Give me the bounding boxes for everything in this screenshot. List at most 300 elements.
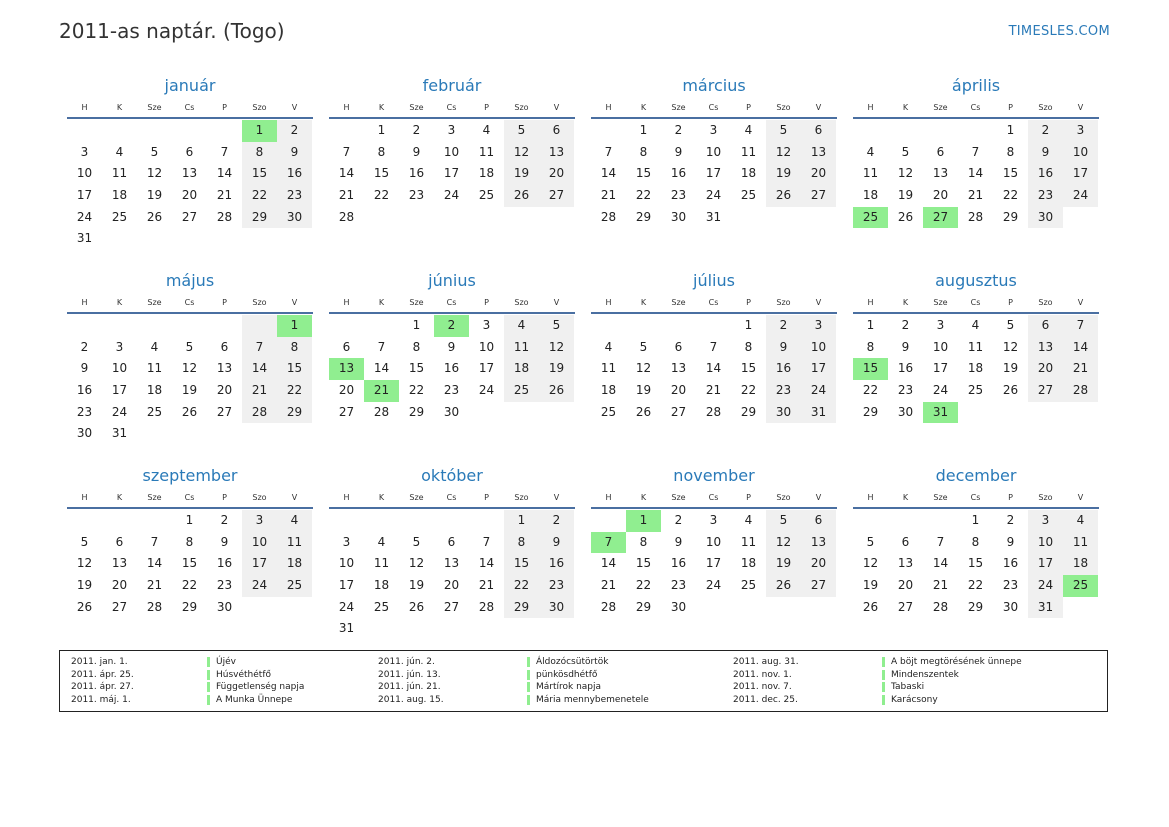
page-title: 2011-as naptár. (Togo) bbox=[59, 19, 285, 43]
day-cell: 26 bbox=[766, 185, 801, 207]
day-cell: 10 bbox=[801, 337, 836, 359]
day-cell: 18 bbox=[146, 383, 163, 398]
empty-day-cell bbox=[993, 402, 1028, 424]
weekday-label: V bbox=[1077, 493, 1084, 502]
day-cell: 28 bbox=[705, 404, 722, 419]
legend-date: 2011. nov. 7. bbox=[733, 682, 792, 692]
day-cell: 24 bbox=[443, 188, 460, 203]
empty-day-cell bbox=[137, 510, 172, 532]
legend-row bbox=[527, 694, 649, 707]
day-cell: 5 bbox=[901, 144, 910, 159]
legend-holiday-name: Függetlenség napja bbox=[207, 682, 304, 692]
legend-holiday-name: A Munka Ünnepe bbox=[207, 695, 292, 705]
weekday-label: Cs bbox=[184, 103, 195, 112]
weekday-label: Sze bbox=[933, 298, 948, 307]
day-cell: 5 bbox=[766, 120, 801, 142]
empty-day-cell bbox=[242, 423, 277, 445]
day-cell: 4 bbox=[1063, 510, 1098, 532]
day-cell: 28 bbox=[478, 599, 495, 614]
empty-day-cell bbox=[207, 120, 242, 142]
day-cell: 1 bbox=[744, 318, 753, 332]
day-cell: 21 bbox=[705, 383, 722, 398]
day-cell: 18 bbox=[277, 553, 312, 575]
day-cell: 11 bbox=[967, 339, 984, 354]
day-cell: 6 bbox=[901, 534, 910, 549]
empty-day-cell bbox=[731, 597, 766, 619]
day-cell: 6 bbox=[1028, 315, 1063, 337]
empty-day-cell bbox=[172, 423, 207, 445]
day-cell: 21 bbox=[338, 188, 355, 203]
weekday-label: V bbox=[553, 298, 560, 307]
day-cell: 3 bbox=[242, 510, 277, 532]
month-calendar bbox=[67, 267, 313, 462]
empty-day-cell bbox=[1063, 207, 1098, 229]
weekday-label: H bbox=[343, 103, 350, 112]
day-cell: 14 bbox=[242, 358, 277, 380]
weekday-label: V bbox=[1077, 103, 1084, 112]
day-cell: 20 bbox=[1028, 358, 1063, 380]
day-cell: 14 bbox=[600, 556, 617, 571]
day-cell: 8 bbox=[866, 339, 875, 354]
month-calendar bbox=[591, 462, 837, 657]
empty-day-cell bbox=[207, 423, 242, 445]
day-cell: 13 bbox=[1028, 337, 1063, 359]
day-cell: 31 bbox=[705, 209, 722, 224]
day-cell: 13 bbox=[932, 166, 949, 181]
day-cell: 21 bbox=[932, 578, 949, 593]
day-cell: 18 bbox=[111, 188, 128, 203]
legend-date-column bbox=[378, 656, 444, 706]
day-cell: 24 bbox=[338, 599, 355, 614]
day-cell: 17 bbox=[443, 166, 460, 181]
day-cell: 30 bbox=[670, 209, 687, 224]
day-cell: 27 bbox=[539, 185, 574, 207]
day-cell: 13 bbox=[216, 361, 233, 376]
day-cell: 1 bbox=[626, 510, 661, 532]
day-cell: 9 bbox=[447, 339, 456, 354]
empty-day-cell bbox=[242, 228, 277, 250]
day-cell: 15 bbox=[277, 358, 312, 380]
day-grid bbox=[591, 120, 837, 228]
day-cell: 1 bbox=[639, 123, 648, 137]
day-cell: 21 bbox=[364, 380, 399, 402]
weekday-label: Szo bbox=[252, 103, 267, 112]
day-cell: 27 bbox=[897, 599, 914, 614]
day-cell: 8 bbox=[277, 337, 312, 359]
weekday-label: Sze bbox=[409, 103, 424, 112]
empty-day-cell bbox=[102, 510, 137, 532]
day-cell: 12 bbox=[408, 556, 425, 571]
day-cell: 5 bbox=[639, 339, 648, 354]
legend-holiday-name: Mártírok napja bbox=[527, 682, 601, 692]
day-cell: 29 bbox=[277, 402, 312, 424]
day-cell: 17 bbox=[478, 361, 495, 376]
day-cell: 16 bbox=[277, 163, 312, 185]
weekday-label: V bbox=[815, 298, 822, 307]
weekday-label: H bbox=[605, 493, 612, 502]
day-cell: 1 bbox=[971, 513, 980, 527]
weekday-header bbox=[591, 294, 837, 314]
legend-date: 2011. dec. 25. bbox=[733, 694, 798, 705]
day-grid bbox=[67, 315, 313, 445]
empty-day-cell bbox=[329, 315, 364, 337]
legend-date: 2011. máj. 1. bbox=[71, 694, 131, 705]
weekday-label: K bbox=[116, 493, 123, 502]
day-cell: 5 bbox=[766, 510, 801, 532]
weekday-label: Szo bbox=[1038, 298, 1053, 307]
day-cell: 1 bbox=[185, 513, 194, 527]
empty-day-cell bbox=[696, 315, 731, 337]
day-cell: 8 bbox=[242, 142, 277, 164]
day-cell: 15 bbox=[853, 358, 888, 380]
empty-day-cell bbox=[364, 618, 399, 640]
day-cell: 11 bbox=[478, 144, 495, 159]
day-cell: 8 bbox=[639, 534, 648, 549]
empty-day-cell bbox=[434, 618, 469, 640]
day-cell: 12 bbox=[897, 166, 914, 181]
day-cell: 26 bbox=[1002, 383, 1019, 398]
day-cell: 6 bbox=[185, 144, 194, 159]
weekday-label: V bbox=[553, 493, 560, 502]
day-cell: 2 bbox=[412, 123, 421, 137]
day-cell: 4 bbox=[604, 339, 613, 354]
day-cell: 26 bbox=[862, 599, 879, 614]
day-cell: 29 bbox=[504, 597, 539, 619]
weekday-label: K bbox=[378, 298, 385, 307]
day-cell: 20 bbox=[932, 188, 949, 203]
weekday-label: K bbox=[378, 103, 385, 112]
day-cell: 15 bbox=[373, 166, 390, 181]
day-cell: 19 bbox=[766, 163, 801, 185]
day-cell: 14 bbox=[967, 166, 984, 181]
month-calendar bbox=[67, 72, 313, 267]
day-cell: 24 bbox=[801, 380, 836, 402]
empty-day-cell bbox=[277, 597, 312, 619]
day-cell: 18 bbox=[478, 166, 495, 181]
empty-day-cell bbox=[329, 510, 364, 532]
month-name: november bbox=[673, 466, 755, 485]
empty-day-cell bbox=[958, 120, 993, 142]
weekday-label: Cs bbox=[708, 298, 719, 307]
day-cell: 15 bbox=[242, 163, 277, 185]
empty-day-cell bbox=[277, 228, 312, 250]
day-cell: 26 bbox=[766, 575, 801, 597]
day-cell: 6 bbox=[220, 339, 229, 354]
weekday-label: K bbox=[116, 103, 123, 112]
day-cell: 28 bbox=[967, 209, 984, 224]
weekday-label: Cs bbox=[970, 103, 981, 112]
weekday-label: Szo bbox=[1038, 103, 1053, 112]
empty-day-cell bbox=[469, 207, 504, 229]
day-grid bbox=[853, 315, 1099, 423]
day-cell: 22 bbox=[1002, 188, 1019, 203]
weekday-label: Sze bbox=[147, 103, 162, 112]
day-cell: 12 bbox=[181, 361, 198, 376]
day-cell: 11 bbox=[277, 532, 312, 554]
day-cell: 3 bbox=[342, 534, 351, 549]
holiday-legend bbox=[59, 650, 1108, 712]
day-cell: 22 bbox=[740, 383, 757, 398]
legend-name-column bbox=[207, 656, 304, 706]
day-cell: 11 bbox=[740, 144, 757, 159]
day-cell: 16 bbox=[897, 361, 914, 376]
day-cell: 19 bbox=[146, 188, 163, 203]
weekday-label: Sze bbox=[671, 493, 686, 502]
day-cell: 31 bbox=[1028, 597, 1063, 619]
weekday-label: Cs bbox=[970, 493, 981, 502]
day-cell: 22 bbox=[373, 188, 390, 203]
day-grid bbox=[67, 120, 313, 250]
day-cell: 30 bbox=[216, 599, 233, 614]
day-cell: 22 bbox=[967, 578, 984, 593]
day-cell: 28 bbox=[600, 599, 617, 614]
empty-day-cell bbox=[591, 315, 626, 337]
day-cell: 30 bbox=[539, 597, 574, 619]
day-cell: 21 bbox=[146, 578, 163, 593]
empty-day-cell bbox=[364, 207, 399, 229]
day-cell: 6 bbox=[801, 120, 836, 142]
weekday-label: Cs bbox=[708, 493, 719, 502]
weekday-label: V bbox=[291, 103, 298, 112]
day-cell: 5 bbox=[539, 315, 574, 337]
day-grid bbox=[591, 510, 837, 618]
day-cell: 16 bbox=[216, 556, 233, 571]
day-cell: 29 bbox=[242, 207, 277, 229]
weekday-label: K bbox=[902, 493, 909, 502]
brand-link[interactable]: TIMESLES.COM bbox=[1008, 24, 1110, 39]
weekday-label: K bbox=[640, 298, 647, 307]
day-cell: 2 bbox=[766, 315, 801, 337]
day-cell: 7 bbox=[220, 144, 229, 159]
empty-day-cell bbox=[364, 315, 399, 337]
day-cell: 2 bbox=[539, 510, 574, 532]
day-cell: 14 bbox=[338, 166, 355, 181]
day-cell: 30 bbox=[897, 404, 914, 419]
weekday-label: Sze bbox=[933, 493, 948, 502]
day-cell: 16 bbox=[408, 166, 425, 181]
day-cell: 23 bbox=[670, 578, 687, 593]
day-cell: 18 bbox=[740, 556, 757, 571]
weekday-label: Sze bbox=[933, 103, 948, 112]
day-cell: 27 bbox=[111, 599, 128, 614]
day-cell: 11 bbox=[600, 361, 617, 376]
day-cell: 11 bbox=[111, 166, 128, 181]
day-cell: 17 bbox=[338, 578, 355, 593]
day-cell: 27 bbox=[181, 209, 198, 224]
day-cell: 30 bbox=[766, 402, 801, 424]
day-cell: 7 bbox=[709, 339, 718, 354]
day-cell: 27 bbox=[801, 575, 836, 597]
day-cell: 4 bbox=[744, 123, 753, 137]
day-cell: 27 bbox=[338, 404, 355, 419]
weekday-label: Sze bbox=[671, 103, 686, 112]
day-cell: 29 bbox=[635, 209, 652, 224]
day-cell: 13 bbox=[801, 532, 836, 554]
weekday-label: Szo bbox=[514, 493, 529, 502]
weekday-label: H bbox=[867, 103, 874, 112]
day-cell: 23 bbox=[897, 383, 914, 398]
day-cell: 25 bbox=[740, 578, 757, 593]
day-cell: 4 bbox=[150, 339, 159, 354]
empty-day-cell bbox=[696, 597, 731, 619]
weekday-label: P bbox=[484, 298, 489, 307]
day-cell: 17 bbox=[801, 358, 836, 380]
empty-day-cell bbox=[137, 315, 172, 337]
day-cell: 22 bbox=[408, 383, 425, 398]
day-cell: 19 bbox=[504, 163, 539, 185]
empty-day-cell bbox=[504, 402, 539, 424]
day-cell: 23 bbox=[1028, 185, 1063, 207]
day-cell: 16 bbox=[670, 556, 687, 571]
day-cell: 15 bbox=[635, 556, 652, 571]
empty-day-cell bbox=[242, 597, 277, 619]
day-cell: 2 bbox=[80, 339, 89, 354]
month-name: január bbox=[164, 76, 216, 95]
empty-day-cell bbox=[731, 207, 766, 229]
day-cell: 14 bbox=[216, 166, 233, 181]
legend-holiday-name: Tabaski bbox=[882, 682, 924, 692]
day-cell: 15 bbox=[740, 361, 757, 376]
weekday-label: Sze bbox=[147, 493, 162, 502]
day-cell: 13 bbox=[181, 166, 198, 181]
day-cell: 19 bbox=[635, 383, 652, 398]
month-name: február bbox=[422, 76, 482, 95]
day-cell: 26 bbox=[504, 185, 539, 207]
empty-day-cell bbox=[364, 510, 399, 532]
weekday-label: P bbox=[484, 493, 489, 502]
day-cell: 4 bbox=[744, 513, 753, 527]
day-cell: 23 bbox=[216, 578, 233, 593]
month-name: április bbox=[951, 76, 1001, 95]
legend-holiday-name: Karácsony bbox=[882, 695, 938, 705]
day-cell: 23 bbox=[539, 575, 574, 597]
weekday-label: H bbox=[81, 298, 88, 307]
day-cell: 16 bbox=[76, 383, 93, 398]
day-cell: 15 bbox=[181, 556, 198, 571]
weekday-label: K bbox=[116, 298, 123, 307]
day-cell: 6 bbox=[115, 534, 124, 549]
empty-day-cell bbox=[102, 228, 137, 250]
empty-day-cell bbox=[434, 207, 469, 229]
weekday-label: Szo bbox=[776, 298, 791, 307]
weekday-label: P bbox=[484, 103, 489, 112]
day-cell: 28 bbox=[216, 209, 233, 224]
weekday-label: V bbox=[1077, 298, 1084, 307]
weekday-label: P bbox=[1008, 103, 1013, 112]
weekday-header bbox=[591, 489, 837, 509]
day-cell: 26 bbox=[539, 380, 574, 402]
legend-date: 2011. jún. 2. bbox=[378, 657, 435, 667]
day-grid bbox=[67, 510, 313, 618]
day-cell: 30 bbox=[670, 599, 687, 614]
day-cell: 5 bbox=[80, 534, 89, 549]
weekday-label: K bbox=[640, 493, 647, 502]
legend-row bbox=[527, 681, 649, 694]
legend-date: 2011. ápr. 25. bbox=[71, 669, 134, 680]
day-cell: 26 bbox=[635, 404, 652, 419]
weekday-label: H bbox=[605, 103, 612, 112]
day-cell: 10 bbox=[1028, 532, 1063, 554]
day-cell: 25 bbox=[600, 404, 617, 419]
legend-holiday-name: Mindenszentek bbox=[882, 670, 959, 680]
month-calendar bbox=[853, 72, 1099, 267]
day-cell: 9 bbox=[412, 144, 421, 159]
day-cell: 24 bbox=[1063, 185, 1098, 207]
day-cell: 19 bbox=[862, 578, 879, 593]
empty-day-cell bbox=[1063, 402, 1098, 424]
day-cell: 24 bbox=[932, 383, 949, 398]
weekday-label: P bbox=[746, 103, 751, 112]
day-cell: 30 bbox=[1002, 599, 1019, 614]
weekday-label: Sze bbox=[671, 298, 686, 307]
month-name: június bbox=[428, 271, 476, 290]
empty-day-cell bbox=[888, 510, 923, 532]
day-cell: 6 bbox=[539, 120, 574, 142]
day-cell: 11 bbox=[146, 361, 163, 376]
month-calendar bbox=[591, 267, 837, 462]
day-cell: 11 bbox=[373, 556, 390, 571]
day-cell: 20 bbox=[539, 163, 574, 185]
legend-row bbox=[207, 656, 304, 669]
day-cell: 3 bbox=[80, 144, 89, 159]
day-grid bbox=[329, 315, 575, 423]
empty-day-cell bbox=[469, 618, 504, 640]
empty-day-cell bbox=[329, 120, 364, 142]
month-calendar bbox=[329, 267, 575, 462]
day-cell: 20 bbox=[801, 163, 836, 185]
day-cell: 20 bbox=[338, 383, 355, 398]
day-cell: 2 bbox=[1028, 120, 1063, 142]
legend-date: 2011. nov. 1. bbox=[733, 669, 792, 680]
day-cell: 24 bbox=[705, 188, 722, 203]
day-cell: 24 bbox=[242, 575, 277, 597]
day-cell: 2 bbox=[1006, 513, 1015, 527]
day-grid bbox=[591, 315, 837, 423]
day-cell: 10 bbox=[338, 556, 355, 571]
day-cell: 10 bbox=[478, 339, 495, 354]
day-cell: 28 bbox=[146, 599, 163, 614]
day-cell: 18 bbox=[373, 578, 390, 593]
day-cell: 1 bbox=[377, 123, 386, 137]
day-cell: 6 bbox=[801, 510, 836, 532]
legend-date: 2011. aug. 15. bbox=[378, 694, 444, 705]
day-cell: 16 bbox=[670, 166, 687, 181]
day-cell: 21 bbox=[1063, 358, 1098, 380]
legend-date: 2011. jan. 1. bbox=[71, 657, 128, 667]
day-cell: 15 bbox=[1002, 166, 1019, 181]
empty-day-cell bbox=[1063, 597, 1098, 619]
legend-date: 2011. aug. 31. bbox=[733, 657, 799, 667]
day-cell: 9 bbox=[674, 534, 683, 549]
day-cell: 30 bbox=[277, 207, 312, 229]
day-cell: 2 bbox=[434, 315, 469, 337]
day-cell: 21 bbox=[242, 380, 277, 402]
day-cell: 7 bbox=[971, 144, 980, 159]
weekday-label: Cs bbox=[184, 298, 195, 307]
weekday-label: K bbox=[378, 493, 385, 502]
weekday-label: P bbox=[1008, 298, 1013, 307]
day-cell: 26 bbox=[146, 209, 163, 224]
day-cell: 10 bbox=[705, 534, 722, 549]
day-cell: 2 bbox=[901, 318, 910, 332]
day-cell: 29 bbox=[740, 404, 757, 419]
empty-day-cell bbox=[137, 120, 172, 142]
legend-holiday-name: Húsvéthétfő bbox=[207, 670, 271, 680]
legend-row bbox=[527, 669, 649, 682]
day-cell: 3 bbox=[115, 339, 124, 354]
day-cell: 14 bbox=[932, 556, 949, 571]
day-cell: 25 bbox=[740, 188, 757, 203]
